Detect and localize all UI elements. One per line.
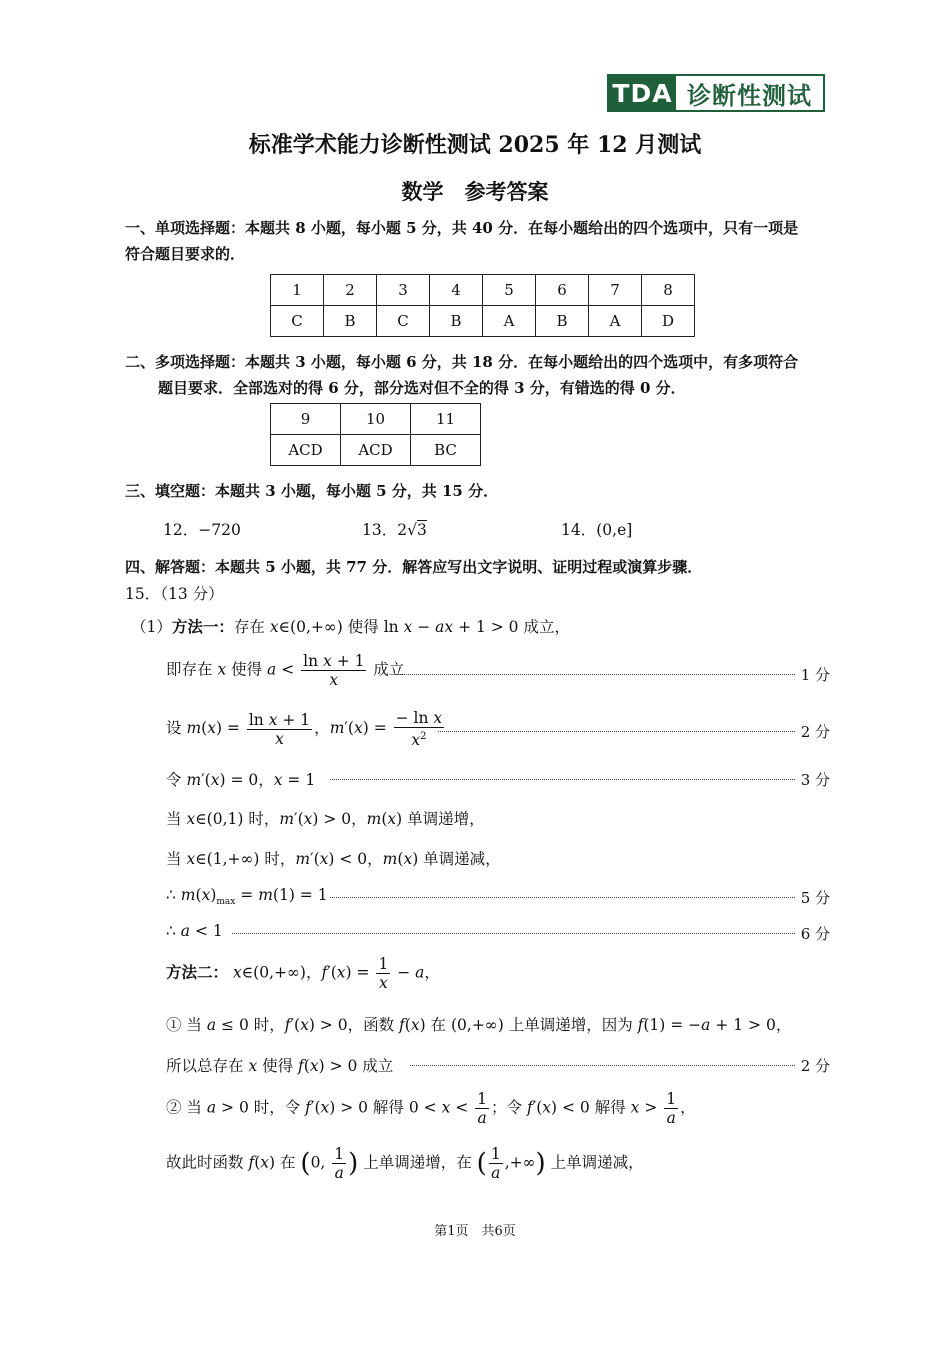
answer-cell: A <box>483 306 536 337</box>
answer-cell: ACD <box>341 435 411 466</box>
solution-line-11: 所以总存在 x 使得 f(x) > 0 成立 <box>166 1057 394 1075</box>
answer-cell: ACD <box>271 435 341 466</box>
q13-answer: 13．2√3 <box>362 521 427 539</box>
tda-logo <box>607 74 825 112</box>
score-1: 1 分 <box>800 666 830 684</box>
answer-cell: A <box>589 306 642 337</box>
q14-answer: 14．(0,e] <box>561 521 633 539</box>
solution-line-12: ② 当 a > 0 时，令 f′(x) > 0 解得 0 < x < $\frac{1}{a}$ ；令 f′(x) < 0 解得 x > $\frac{1}{a}$ ， <box>166 1090 696 1127</box>
solution-line-3: 设 m(x) = $\frac{\text{ln x + 1}}{x}$ ，m′(x) = $\frac{\text{− ln x}}{x^2}$ <box>166 709 443 750</box>
answer-cell: 11 <box>411 404 481 435</box>
answer-cell: 10 <box>341 404 411 435</box>
score-3: 3 分 <box>800 771 830 789</box>
single-choice-table <box>270 274 695 337</box>
answer-cell: 1 <box>271 275 324 306</box>
solution-line-7: ∴ $m(x)_{max} = m(1) = 1$ <box>166 886 328 908</box>
score-5: 5 分 <box>800 889 830 907</box>
section4-heading: 四、解答题：本题共 5 小题，共 77 分．解答应写出文字说明、证明过程或演算步骤． <box>125 558 703 576</box>
answer-cell: C <box>377 306 430 337</box>
page-subtitle: 数学 参考答案 <box>401 179 549 204</box>
section3-heading: 三、填空题：本题共 3 小题，每小题 5 分，共 15 分． <box>125 482 499 500</box>
solution-line-9: 方法二： x∈(0,+∞)，f′(x) = $\frac{1}{x}$ − a， <box>166 955 440 992</box>
section2-heading: 二、多项选择题：本题共 3 小题，每小题 6 分，共 18 分．在每小题给出的四个选项中，有多项符合 题目要求．全部选对的得 6 分，部分选对但不全的得 3 分，有错选的得 0 分． <box>125 353 799 397</box>
q12-answer: 12．−720 <box>163 521 241 539</box>
page-footer: 第1页 共6页 <box>434 1224 516 1239</box>
solution-line-8: ∴ a < 1 <box>166 922 223 940</box>
score-6: 6 分 <box>800 925 830 943</box>
section1-heading: 一、单项选择题：本题共 8 小题，每小题 5 分，共 40 分．在每小题给出的四个选项中，只有一项是 符合题目要求的． <box>125 219 799 263</box>
answer-cell: B <box>536 306 589 337</box>
answer-cell: 6 <box>536 275 589 306</box>
solution-line-2: 即存在 x 使得 a < $\frac{\text{ln x + 1}}{x}$ 成立 <box>166 652 405 689</box>
score-2: 2 分 <box>800 723 830 741</box>
solution-line-4: 令 m′(x) = 0，x = 1 <box>166 771 316 789</box>
answer-cell: 7 <box>589 275 642 306</box>
answer-cell: 5 <box>483 275 536 306</box>
solution-line-5: 当 x∈(0,1) 时，m′(x) > 0，m(x) 单调递增， <box>166 810 485 828</box>
page-title: 标准学术能力诊断性测试 2025 年 12 月测试 <box>248 132 702 158</box>
multi-choice-table <box>270 403 481 466</box>
q15-label: 15．（13 分） <box>125 585 224 603</box>
answer-cell: B <box>324 306 377 337</box>
answer-cell: B <box>430 306 483 337</box>
answer-cell: 4 <box>430 275 483 306</box>
answer-cell: D <box>642 306 695 337</box>
solution-line-6: 当 x∈(1,+∞) 时，m′(x) < 0，m(x) 单调递减， <box>166 850 501 868</box>
answer-cell: 2 <box>324 275 377 306</box>
logo-name: 诊断性测试 <box>687 81 812 110</box>
solution-line-10: ① 当 a ≤ 0 时，f′(x) > 0，函数 f(x) 在 (0,+∞) 上单调递增，因为 f(1) = −a + 1 > 0， <box>166 1016 792 1034</box>
solution-line-1: （1）方法一：存在 x∈(0,+∞) 使得 ln x − ax + 1 > 0 成立， <box>131 617 570 636</box>
answer-cell: 9 <box>271 404 341 435</box>
answer-cell: 8 <box>642 275 695 306</box>
score-2b: 2 分 <box>800 1057 830 1075</box>
solution-line-13: 故此时函数 f(x) 在 (0, $\frac{1}{a}$ ) 上单调递增，在 ( $\frac{1}{a}$ ,+∞) 上单调递减， <box>166 1145 644 1182</box>
answer-cell: BC <box>411 435 481 466</box>
answer-cell: 3 <box>377 275 430 306</box>
logo-brand: TDA <box>609 76 676 110</box>
answer-cell: C <box>271 306 324 337</box>
